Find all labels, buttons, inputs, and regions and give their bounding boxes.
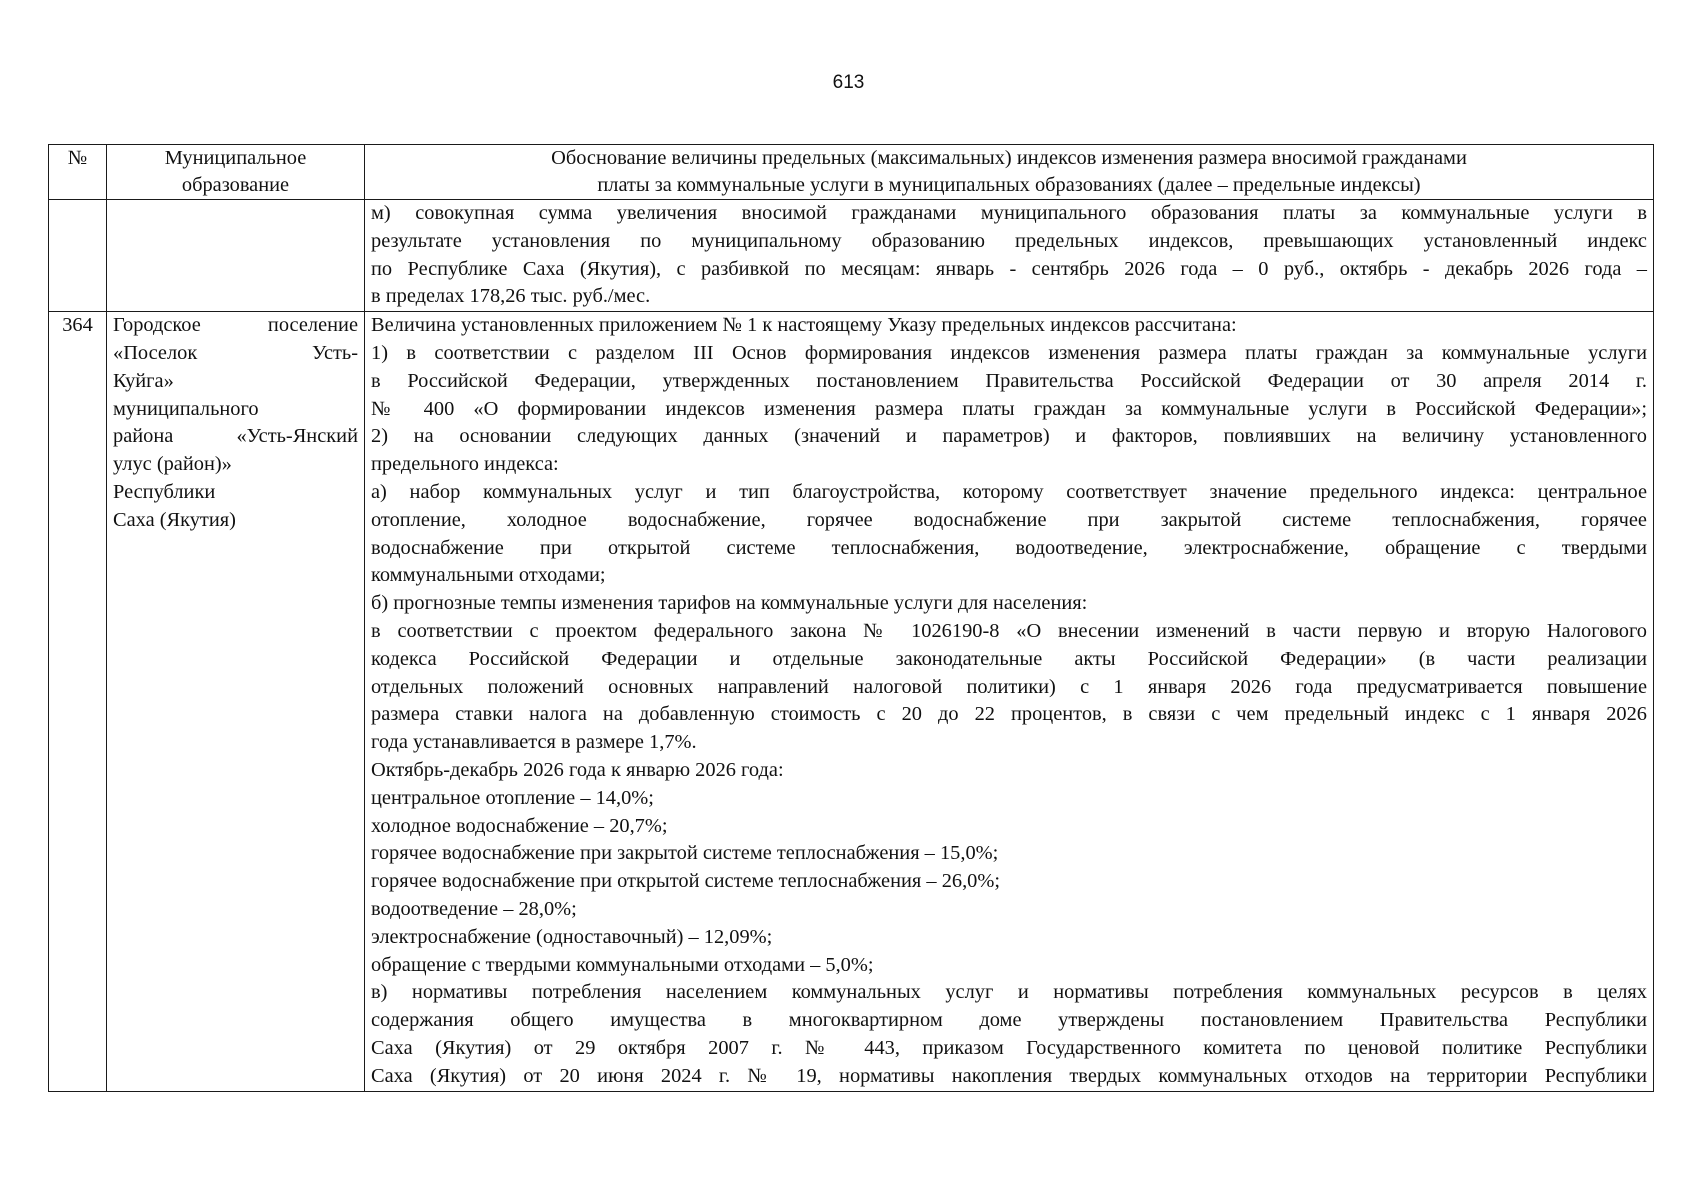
text-line: а) набор коммунальных услуг и тип благоустройства, которому соответствует значение предельного индекса: центральное [371, 480, 1647, 503]
text-line: водоотведение – 28,0%; [371, 897, 577, 920]
header-justification-line: Обоснование величины предельных (максимальных) индексов изменения размера вносимой гражданами [551, 147, 1467, 169]
cell-number: 364 [49, 312, 107, 1091]
text-line: водоснабжение при открытой системе теплоснабжения, водоотведение, электроснабжение, обращение с твердыми [371, 536, 1647, 559]
text-line: Саха (Якутия) от 20 июня 2024 г. № 19, нормативы накопления твердых коммунальных отходов на территории Республики [371, 1064, 1647, 1087]
table-header-row [49, 145, 1654, 200]
tariff-index-table [48, 144, 1654, 1092]
municipality-line: улус (район)» [113, 453, 232, 476]
header-number: № [49, 145, 107, 200]
text-line: в пределах 178,26 тыс. руб./мес. [371, 285, 651, 308]
text-line: отопление, холодное водоснабжение, горячее водоснабжение при закрытой системе теплоснабжения, горячее [371, 508, 1647, 531]
text-line: в соответствии с проектом федерального закона № 1026190-8 «О внесении изменений в части первую и вторую Налогового [371, 619, 1647, 642]
header-municipality [107, 145, 365, 200]
text-line: кодекса Российской Федерации и отдельные законодательные акты Российской Федерации» (в части реализации [371, 647, 1647, 670]
header-justification-line: платы за коммунальные услуги в муниципальных образованиях (далее – предельные индексы) [597, 174, 1421, 196]
municipality-line: «Поселок Усть- [113, 341, 358, 364]
header-municipality-line: образование [181, 174, 290, 196]
text-line: коммунальными отходами; [371, 564, 606, 587]
header-municipality-line: Муниципальное [164, 147, 307, 169]
table-row-continuation [49, 200, 1654, 312]
cell-number-empty [49, 200, 107, 312]
text-line: центральное отопление – 14,0%; [371, 786, 654, 809]
text-line: результате установления по муниципальному образованию предельных индексов, превышающих установленный индекс [371, 229, 1647, 252]
page-number: 613 [832, 72, 865, 93]
cell-justification-continuation [365, 200, 1654, 312]
text-line: по Республике Саха (Якутия), с разбивкой по месяцам: январь - сентябрь 2026 года – 0 руб., октябрь - декабрь 2026 года – [371, 257, 1647, 280]
text-line: б) прогнозные темпы изменения тарифов на коммунальные услуги для населения: [371, 592, 1088, 615]
text-line: в) нормативы потребления населением коммунальных услуг и нормативы потребления коммунальных ресурсов в целях [371, 981, 1647, 1004]
cell-justification [365, 312, 1654, 1091]
text-line: электроснабжение (одноставочный) – 12,09%; [371, 925, 773, 948]
text-line: м) совокупная сумма увеличения вносимой гражданами муниципального образования платы за коммунальные услуги в [371, 202, 1647, 224]
text-line: горячее водоснабжение при открытой системе теплоснабжения – 26,0%; [371, 870, 1001, 893]
municipality-line: Саха (Якутия) [113, 508, 236, 531]
municipality-line: Городское поселение [113, 314, 358, 337]
municipality-line: района «Усть-Янский [113, 425, 358, 448]
text-line: отдельных положений основных направлений налоговой политики) с 1 января 2026 года предусматривается повышение [371, 675, 1647, 698]
text-line: размера ставки налога на добавленную стоимость с 20 до 22 процентов, в связи с чем предельный индекс с 1 января 2026 [371, 703, 1647, 726]
text-line: холодное водоснабжение – 20,7%; [371, 814, 668, 837]
text-line: в Российской Федерации, утвержденных постановлением Правительства Российской Федерации от 30 апреля 2014 г. [371, 369, 1647, 392]
municipality-line: Куйга» [113, 369, 174, 392]
text-line: Саха (Якутия) от 29 октября 2007 г. № 443, приказом Государственного комитета по ценовой политике Республики [371, 1036, 1647, 1059]
text-line: предельного индекса: [371, 453, 559, 476]
municipality-line: Республики [113, 480, 216, 503]
text-line: обращение с твердыми коммунальными отходами – 5,0%; [371, 953, 874, 976]
text-line: содержания общего имущества в многоквартирном доме утверждены постановлением Правительства Республики [371, 1009, 1647, 1032]
text-line: года устанавливается в размере 1,7%. [371, 731, 697, 754]
text-line: Величина установленных приложением № 1 к настоящему Указу предельных индексов рассчитана: [371, 314, 1237, 337]
header-justification [365, 145, 1654, 200]
text-line: № 400 «О формировании индексов изменения размера платы граждан за коммунальные услуги в Российской Федерации»; [371, 397, 1647, 420]
text-line: 2) на основании следующих данных (значений и параметров) и факторов, повлиявших на величину установленного [371, 425, 1647, 448]
municipality-line: муниципального [113, 397, 259, 420]
text-line: 1) в соответствии с разделом III Основ формирования индексов изменения размера платы граждан за коммунальные услуги [371, 341, 1647, 364]
text-line: Октябрь-декабрь 2026 года к январю 2026 года: [371, 758, 784, 781]
text-line: горячее водоснабжение при закрытой системе теплоснабжения – 15,0%; [371, 842, 999, 865]
table-row-364 [49, 312, 1654, 1091]
cell-municipality [107, 312, 365, 1091]
cell-municipality-empty [107, 200, 365, 312]
